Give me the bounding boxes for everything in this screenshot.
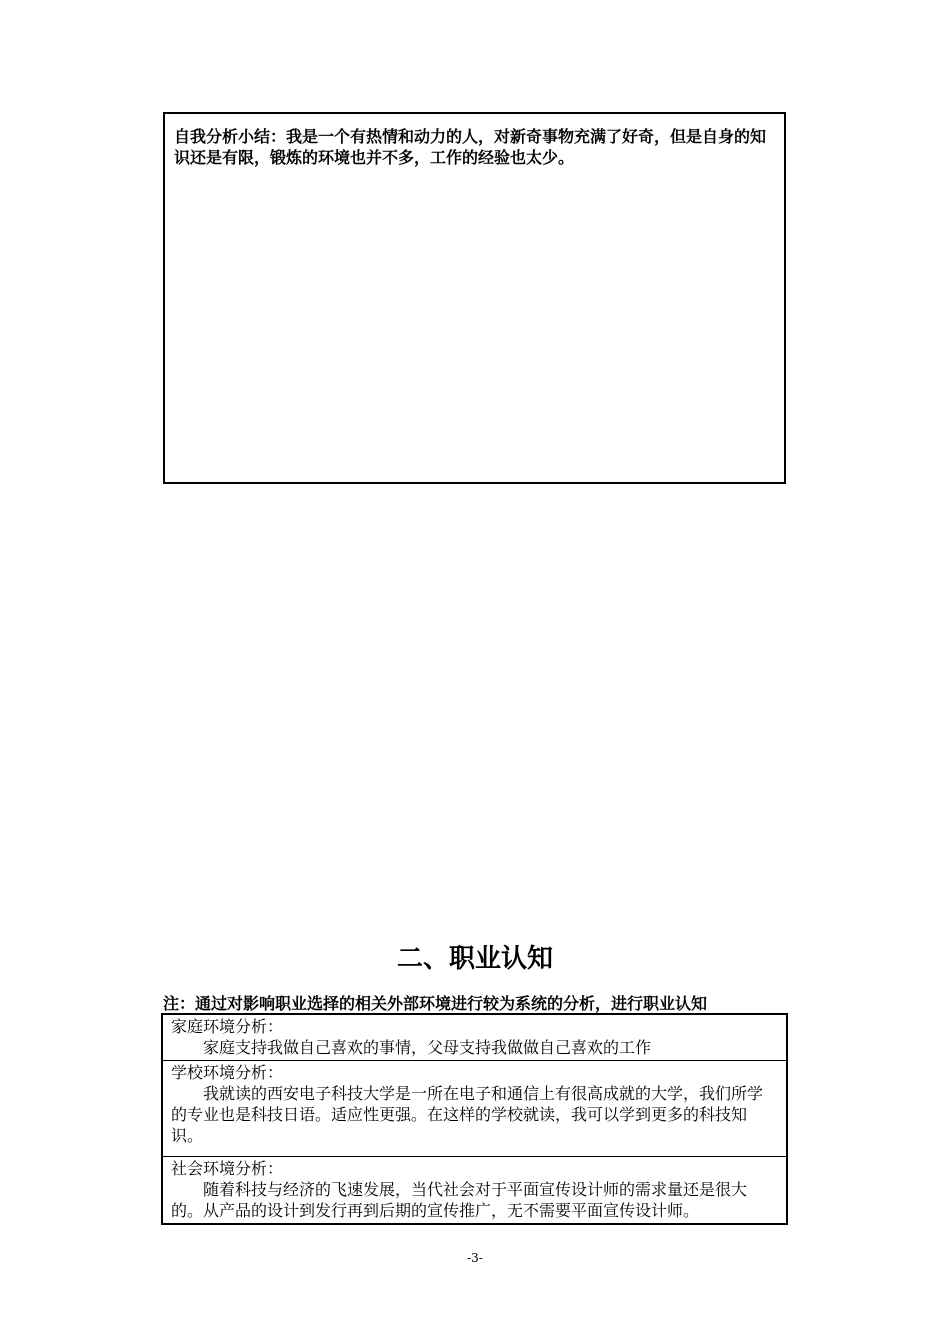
school-environment-heading: 学校环境分析： [171,1063,284,1082]
society-environment-body: 随着科技与经济的飞速发展，当代社会对于平面宣传设计师的需求量还是很大的。从产品的设计到发行再到后期的宣传推广，无不需要平面宣传设计师。 [171,1180,748,1220]
section-title: 二、职业认知 [396,944,553,974]
self-analysis-summary-box [163,112,786,484]
self-analysis-summary-text: 自我分析小结：我是一个有热情和动力的人，对新奇事物充满了好奇，但是自身的知识还是有限，锻炼的环境也并不多，工作的经验也太少。 [174,127,767,167]
society-environment-heading: 社会环境分析： [171,1159,284,1178]
school-environment-section [163,1061,786,1157]
school-environment-body: 我就读的西安电子科技大学是一所在电子和通信上有很高成就的大学，我们所学的专业也是科技日语。适应性更强。在这样的学校就读，我可以学到更多的科技知识。 [171,1084,764,1145]
section-note: 注：通过对影响职业选择的相关外部环境进行较为系统的分析，进行职业认知 [163,994,708,1013]
family-environment-section [163,1015,786,1061]
environment-analysis-table [161,1013,788,1225]
family-environment-body: 家庭支持我做自己喜欢的事情，父母支持我做做自己喜欢的工作 [203,1038,652,1057]
page-number: -3- [467,1251,483,1265]
society-environment-section [163,1157,786,1223]
family-environment-heading: 家庭环境分析： [171,1017,284,1036]
